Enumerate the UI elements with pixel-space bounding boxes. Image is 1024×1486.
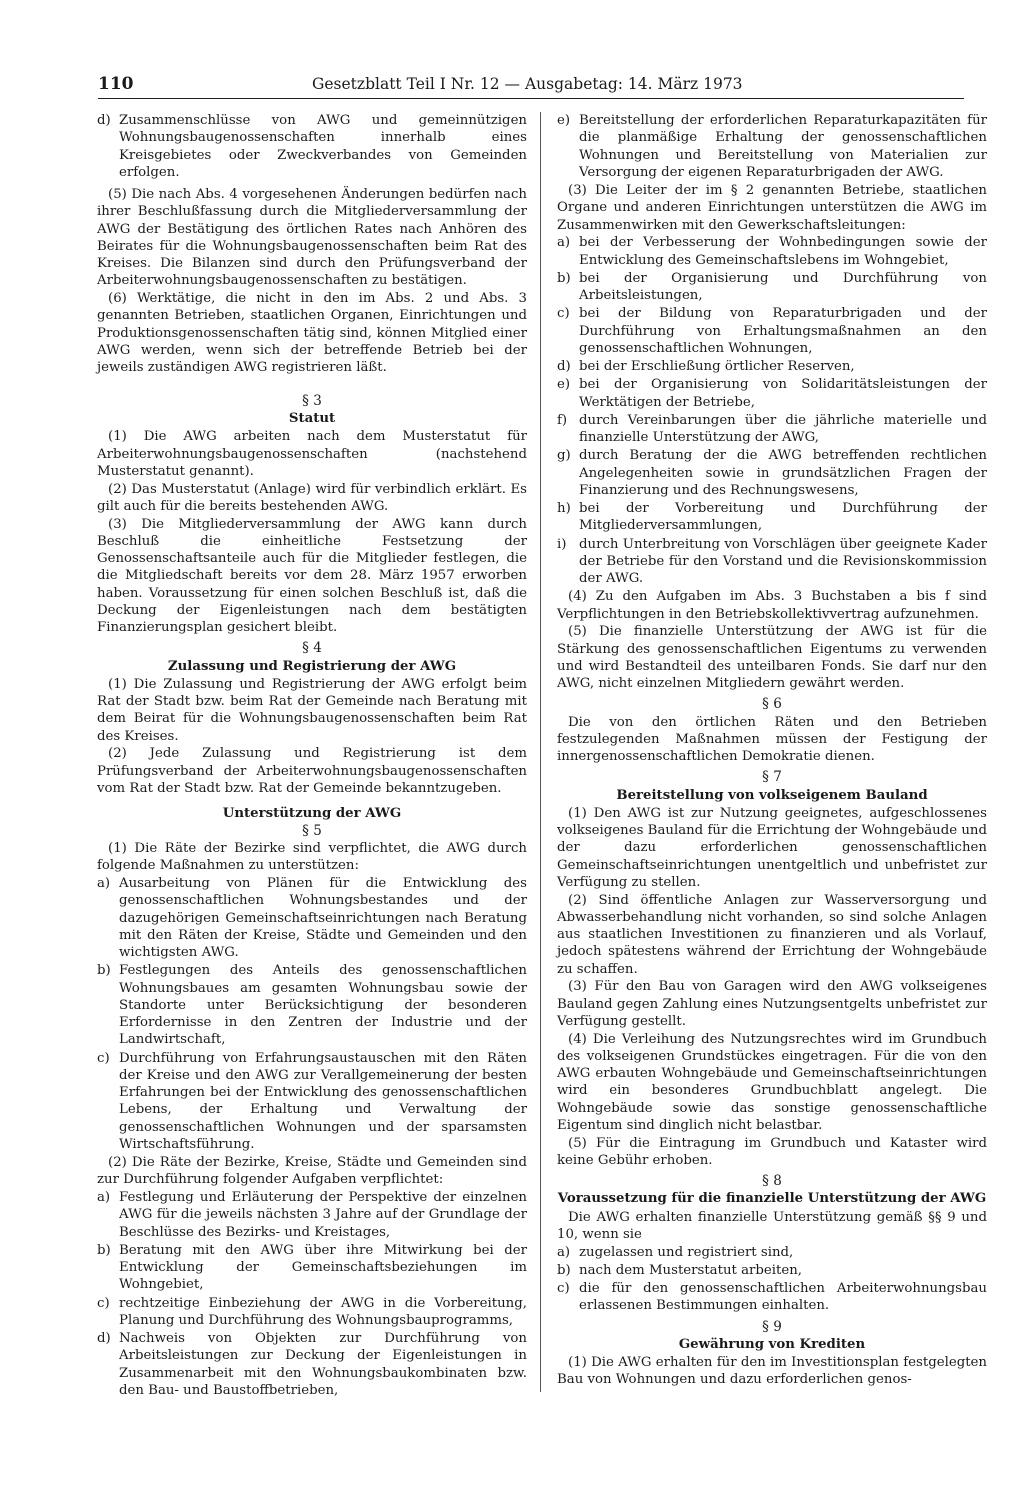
item-text: bei der Vorbereitung und Durchführung der Mitgliederversammlungen, (579, 501, 987, 534)
section-number: § 3 (302, 392, 322, 409)
item-text: durch Beratung der die AWG betreffenden rechtlichen Angelegenheiten sowie in grundsätzlichen Fragen der Finanzierung und des Rechnungswesens, (579, 448, 987, 498)
page-number: 110 (98, 74, 134, 94)
list-item (97, 1330, 527, 1399)
item-label: c) (557, 306, 570, 322)
item-label: d) (97, 113, 111, 128)
paragraph: (5) Die nach Abs. 4 vorgesehenen Änderungen bedürfen nach ihrer Beschlußfassung durch die Mitgliederversammlung der AWG der Bestätigung des örtlichen Rates nach Anhören des Beirates für die Wohnungsbaugenossenschaften beim Rat des Kreises. Die Bilanzen sind durch den Prüfungsverband der Arbeiterwohnungsbaugenossenschaften zu bestätigen. (97, 187, 527, 289)
paragraph: Die AWG erhalten finanzielle Unterstützung gemäß §§ 9 und 10, wenn sie (557, 1209, 987, 1242)
section-number: § 9 (762, 1318, 782, 1335)
item-label: b) (97, 963, 111, 979)
item-label: d) (557, 359, 571, 374)
item-label: g) (557, 448, 571, 464)
list-item (557, 447, 987, 499)
item-label: a) (97, 876, 111, 891)
column-divider (540, 112, 541, 1392)
item-text: Beratung mit den AWG über ihre Mitwirkung bei der Entwicklung der Gemeinschaftsbeziehungen im Wohngebiet, (119, 1242, 527, 1293)
list-item (557, 376, 987, 411)
item-label: e) (557, 377, 571, 393)
list-item (97, 1242, 527, 1294)
list-item (557, 536, 987, 588)
paragraph: (5) Die finanzielle Unterstützung der AWG ist für die Stärkung des genossenschaftlichen Eigentums zu verwenden und wird Bestandteil des unteilbaren Fonds. Sie darf nur den AWG, nicht einzelnen Mitgliedern gewährt werden. (557, 624, 987, 691)
item-text: durch Vereinbarungen über die jährliche materielle und finanzielle Unterstützung der AWG, (579, 412, 987, 445)
section-number: § 6 (762, 696, 782, 713)
item-label: d) (97, 1331, 111, 1346)
item-label: c) (97, 1295, 110, 1311)
page-title: Gesetzblatt Teil I Nr. 12 — Ausgabetag: 14. März 1973 (312, 75, 743, 93)
list-item (557, 500, 987, 535)
item-label: b) (557, 270, 571, 286)
item-text: Festlegung und Erläuterung der Perspektive der einzelnen AWG für die jeweils nächsten 3 Jahre auf der Grundlage der Beschlüsse des Bezirks- und Kreistages, (119, 1190, 527, 1240)
paragraph: (2) Die Räte der Bezirke, Kreise, Städte und Gemeinden sind zur Durchführung folgender Aufgaben verpflichtet: (97, 1155, 527, 1188)
section-title: Voraussetzung für die finanzielle Unterstützung der AWG (557, 1191, 987, 1207)
section-heading: Unterstützung der AWG (222, 805, 402, 821)
list-item (97, 112, 527, 181)
section-number: § 7 (762, 769, 782, 786)
paragraph: (1) Die Zulassung und Registrierung der AWG erfolgt beim Rat der Stadt bzw. beim Rat der Gemeinde nach Beratung mit dem Beirat für die Wohnungsbaugenossenschaften beim Rat des Kreises. (97, 676, 527, 744)
list-item (97, 875, 527, 961)
paragraph: (3) Für den Bau von Garagen wird den AWG volkseigenes Bauland gegen Zahlung eines Nutzungsentgelts unbefristet zur Verfügung gestellt. (557, 979, 987, 1029)
right-column (557, 112, 987, 1389)
item-text: die für den genossenschaftlichen Arbeiterwohnungsbau erlassenen Bestimmungen einhalten. (579, 1281, 987, 1314)
item-text: Bereitstellung der erforderlichen Reparaturkapazitäten für die planmäßige Erhaltung der genossenschaftlichen Wohnungen und Bereitstellung von Materialien zur Versorgung der eigenen Reparaturbrigaden der AWG. (579, 113, 987, 180)
item-label: b) (557, 1262, 571, 1278)
item-label: a) (557, 235, 571, 251)
item-text: bei der Bildung von Reparaturbrigaden und der Durchführung von Erhaltungsmaßnahmen an den genossenschaftlichen Wohnungen, (579, 306, 987, 356)
item-label: b) (97, 1242, 111, 1258)
list-item (557, 412, 987, 447)
item-label: h) (557, 501, 571, 516)
list (97, 1189, 527, 1399)
item-label: f) (557, 412, 568, 428)
list-item (97, 1295, 527, 1330)
paragraph: Die von den örtlichen Räten und den Betrieben festzulegenden Maßnahmen müssen der Festigung der innergenossenschaftlichen Demokratie dienen. (557, 714, 987, 764)
section-number: § 4 (302, 640, 322, 657)
item-text: bei der Erschließung örtlicher Reserven, (579, 359, 855, 374)
paragraph: (2) Sind öffentliche Anlagen zur Wasserversorgung und Abwasserbehandlung nicht vorhanden, so sind solche Anlagen aus staatlichen Investitionen zu finanzieren und als Vorlauf, jedoch spätestens während der Errichtung der Wohngebäude zu schaffen. (557, 892, 987, 977)
paragraph: (4) Die Verleihung des Nutzungsrechtes wird im Grundbuch des volkseigenen Grundstückes eingetragen. Für die von den AWG erbauten Wohngebäude und Gemeinschaftseinrichtungen wird ein besonderes Grundbuchblatt angelegt. Die Wohngebäude sowie das sonstige genossenschaftliche Eigentum sind dinglich nicht belastbar. (557, 1031, 987, 1133)
list-item (557, 270, 987, 305)
paragraph: (5) Für die Eintragung im Grundbuch und Kataster wird keine Gebühr erhoben. (557, 1135, 987, 1168)
item-text: rechtzeitige Einbeziehung der AWG in die Vorbereitung, Planung und Durchführung des Wohnungsbauprogramms, (119, 1295, 527, 1328)
left-column (97, 112, 527, 1400)
section-title: Gewährung von Krediten (678, 1336, 866, 1352)
item-text: Nachweis von Objekten zur Durchführung von Arbeitsleistungen zur Deckung der Eigenleistungen in Zusammenarbeit mit den Wohnungsbaukombinaten bzw. den Bau- und Baustoffbetrieben, (119, 1331, 527, 1398)
list-item (557, 234, 987, 269)
list-item (97, 962, 527, 1048)
section-number: § 5 (302, 822, 322, 839)
paragraph: (3) Die Mitgliederversammlung der AWG kann durch Beschluß die einheitliche Festsetzung der Genossenschaftsanteile auch für die Mitglieder festlegen, die die Mitgliedschaft bereits vor dem 28. März 1957 erworben haben. Voraussetzung für einen solchen Beschluß ist, daß die Deckung der Eigenleistungen nach dem bestätigten Finanzierungsplan gesichert bleibt. (97, 516, 527, 635)
item-label: i) (557, 536, 567, 552)
paragraph: (1) Die AWG arbeiten nach dem Musterstatut für Arbeiterwohnungsbaugenossenschaften (nachstehend Musterstatut genannt). (97, 429, 527, 479)
list-item (557, 358, 987, 375)
item-label: e) (557, 113, 571, 128)
list (97, 875, 527, 1153)
item-text: bei der Organisierung und Durchführung von Arbeitsleistungen, (579, 270, 987, 303)
item-text: Ausarbeitung von Plänen für die Entwicklung des genossenschaftlichen Wohnungsbestandes und der dazugehörigen Gemeinschaftseinrichtungen nach Beratung mit den Räten der Kreise, Städte und Gemeinden und den wichtigsten AWG. (119, 876, 527, 960)
item-label: c) (557, 1281, 570, 1296)
paragraph: (1) Den AWG ist zur Nutzung geeignetes, aufgeschlossenes volkseigenes Bauland für die Errichtung der Wohngebäude und der dazu erforderlichen genossenschaftlichen Gemeinschaftseinrichtungen unentgeltlich und unbefristet zur Verfügung zu stellen. (557, 805, 987, 890)
item-text: zugelassen und registriert sind, (579, 1244, 794, 1260)
item-text: Zusammenschlüsse von AWG und gemeinnützigen Wohnungsbaugenossenschaften innerhalb eines Kreisgebietes oder Zweckverbandes von Gemeinden erfolgen. (119, 113, 527, 180)
paragraph: (1) Die AWG erhalten für den im Investitionsplan festgelegten Bau von Wohnungen und dazu erforderlichen genos- (557, 1355, 987, 1388)
list-item (557, 112, 987, 181)
section-title: Zulassung und Registrierung der AWG (167, 658, 457, 674)
list (557, 234, 987, 587)
list-item (97, 1050, 527, 1154)
list-item (97, 1189, 527, 1241)
list (557, 1244, 987, 1315)
paragraph: (4) Zu den Aufgaben im Abs. 3 Buchstaben a bis f sind Verpflichtungen in den Betriebskollektivvertrag aufzunehmen. (557, 589, 987, 622)
item-text: Festlegungen des Anteils des genossenschaftlichen Wohnungsbaues am gesamten Wohnungsbau sowie der Standorte unter Berücksichtigung der besonderen Erfordernisse in den Zentren der Industrie und der Landwirtschaft, (119, 963, 527, 1048)
section-number: § 8 (762, 1173, 782, 1189)
paragraph: (2) Das Musterstatut (Anlage) wird für verbindlich erklärt. Es gilt auch für die bereits bestehenden AWG. (97, 481, 527, 514)
paragraph: (6) Werktätige, die nicht in den im Abs. 2 und Abs. 3 genannten Betrieben, staatlichen Organen, Einrichtungen und Produktionsgenossenschaften tätig sind, können Mitglied einer AWG werden, wenn sich der betreffende Betrieb bei der jeweils zuständigen AWG registrieren läßt. (97, 291, 527, 375)
list-item (557, 1262, 987, 1279)
list-item (557, 1244, 987, 1261)
page-header (98, 72, 964, 99)
item-label: a) (557, 1244, 571, 1260)
item-label: a) (97, 1190, 111, 1205)
item-text: Durchführung von Erfahrungsaustauschen mit den Räten der Kreise und den AWG zur Verallgemeinerung der besten Erfahrungen bei der Entwicklung des genossenschaftlichen Lebens, der Erhaltung und Verwaltung der genossenschaftlichen Wohnungen und der sparsamsten Wirtschaftsführung. (119, 1050, 527, 1152)
paragraph: (3) Die Leiter der im § 2 genannten Betriebe, staatlichen Organe und anderen Einrichtungen unterstützen die AWG im Zusammenwirken mit den Gewerkschaftsleitungen: (557, 183, 987, 233)
paragraph: (1) Die Räte der Bezirke sind verpflichtet, die AWG durch folgende Maßnahmen zu unterstützen: (97, 841, 527, 874)
item-text: bei der Organisierung von Solidaritätsleistungen der Werktätigen der Betriebe, (579, 377, 987, 410)
list-item (557, 305, 987, 357)
item-text: bei der Verbesserung der Wohnbedingungen sowie der Entwicklung des Gemeinschaftslebens im Wohngebiet, (579, 235, 987, 268)
paragraph: (2) Jede Zulassung und Registrierung ist dem Prüfungsverband der Arbeiterwohnungsbaugenossenschaften vom Rat der Stadt bzw. Rat der Gemeinde bekanntzugeben. (97, 746, 527, 796)
item-text: durch Unterbreitung von Vorschlägen über geeignete Kader der Betriebe für den Vorstand und die Revisionskommission der AWG. (579, 536, 987, 586)
section-title: Bereitstellung von volkseigenem Bauland (616, 787, 928, 803)
item-label: c) (97, 1050, 110, 1066)
section-title: Statut (288, 411, 336, 426)
item-text: nach dem Musterstatut arbeiten, (579, 1262, 803, 1278)
list-item (557, 1280, 987, 1315)
